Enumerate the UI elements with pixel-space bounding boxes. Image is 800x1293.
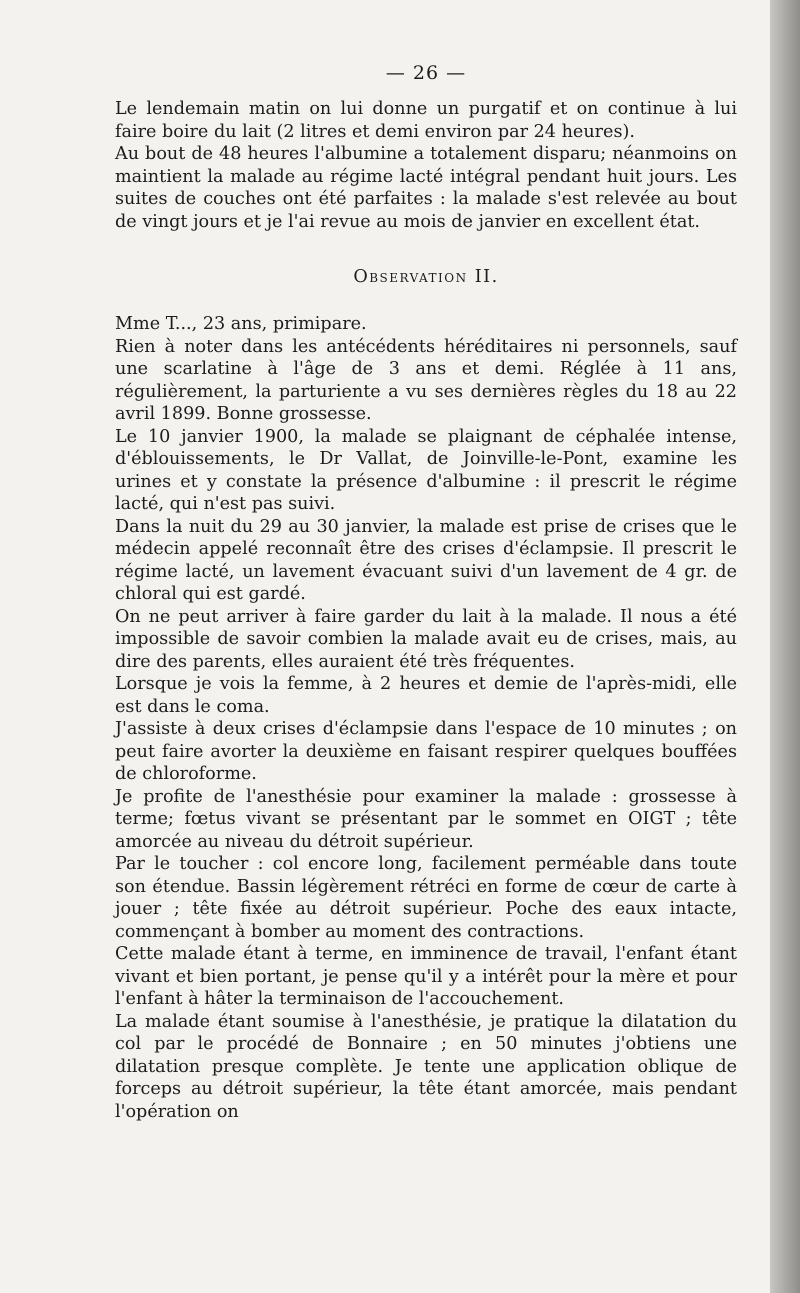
paragraph: Au bout de 48 heures l'albumine a totalement disparu; néanmoins on maintient la malade au régime lacté intégral pendant huit jours. Les suites de couches ont été parfaites : la malade s'est relevée au bout de vingt jours et je l'ai revue au mois de janvier en excellent état. <box>115 144 737 232</box>
heading-number: II. <box>474 267 499 287</box>
paragraph: Lorsque je vois la femme, à 2 heures et demie de l'après-midi, elle est dans le coma. <box>115 674 737 717</box>
paragraph: Cette malade étant à terme, en imminence de travail, l'enfant étant vivant et bien portant, je pense qu'il y a intérêt pour la mère et pour l'enfant à hâter la terminaison de l'accouchement. <box>115 944 737 1009</box>
page-content <box>115 62 737 1123</box>
section-heading <box>115 267 737 287</box>
paragraph: Par le toucher : col encore long, facilement perméable dans toute son étendue. Bassin légèrement rétréci en forme de cœur de carte à jouer ; tête fixée au détroit supérieur. Poche des eaux intacte, commençant à bomber au moment des contractions. <box>115 854 737 942</box>
page-edge-shadow <box>770 0 800 1293</box>
page-number: — 26 — <box>385 62 467 84</box>
paragraph: Le 10 janvier 1900, la malade se plaignant de céphalée intense, d'éblouissements, le Dr Vallat, de Joinville-le-Pont, examine les urines et y constate la présence d'albumine : il prescrit le régime lacté, qui n'est pas suivi. <box>115 426 737 514</box>
heading-word: Observation <box>353 267 468 287</box>
paragraph: Rien à noter dans les antécédents héréditaires ni personnels, sauf une scarlatine à l'âge de 3 ans et demi. Réglée à 11 ans, régulièrement, la parturiente a vu ses dernières règles du 18 au 22 avril 1899. Bonne grossesse. <box>115 336 737 424</box>
paragraph: Dans la nuit du 29 au 30 janvier, la malade est prise de crises que le médecin appelé reconnaît être des crises d'éclampsie. Il prescrit le régime lacté, un lavement évacuant suivi d'un lavement de 4 gr. de chloral qui est gardé. <box>115 516 737 604</box>
paragraph: Le lendemain matin on lui donne un purgatif et on continue à lui faire boire du lait (2 litres et demi environ par 24 heures). <box>115 99 737 142</box>
paragraph: J'assiste à deux crises d'éclampsie dans l'espace de 10 minutes ; on peut faire avorter la deuxième en faisant respirer quelques bouffées de chloroforme. <box>115 719 737 784</box>
paragraph: On ne peut arriver à faire garder du lait à la malade. Il nous a été impossible de savoir combien la malade avait eu de crises, mais, au dire des parents, elles auraient été très fréquentes. <box>115 606 737 672</box>
paragraph: La malade étant soumise à l'anesthésie, je pratique la dilatation du col par le procédé de Bonnaire ; en 50 minutes j'obtiens une dilatation presque complète. Je tente une application oblique de forceps au détroit supérieur, la tête étant amorcée, mais pendant l'opération on <box>115 1011 737 1122</box>
paragraph: Je profite de l'anesthésie pour examiner la malade : grossesse à terme; fœtus vivant se présentant par le sommet en OIGT ; tête amorcée au niveau du détroit supérieur. <box>115 786 737 852</box>
paragraph: Mme T..., 23 ans, primipare. <box>115 314 367 334</box>
